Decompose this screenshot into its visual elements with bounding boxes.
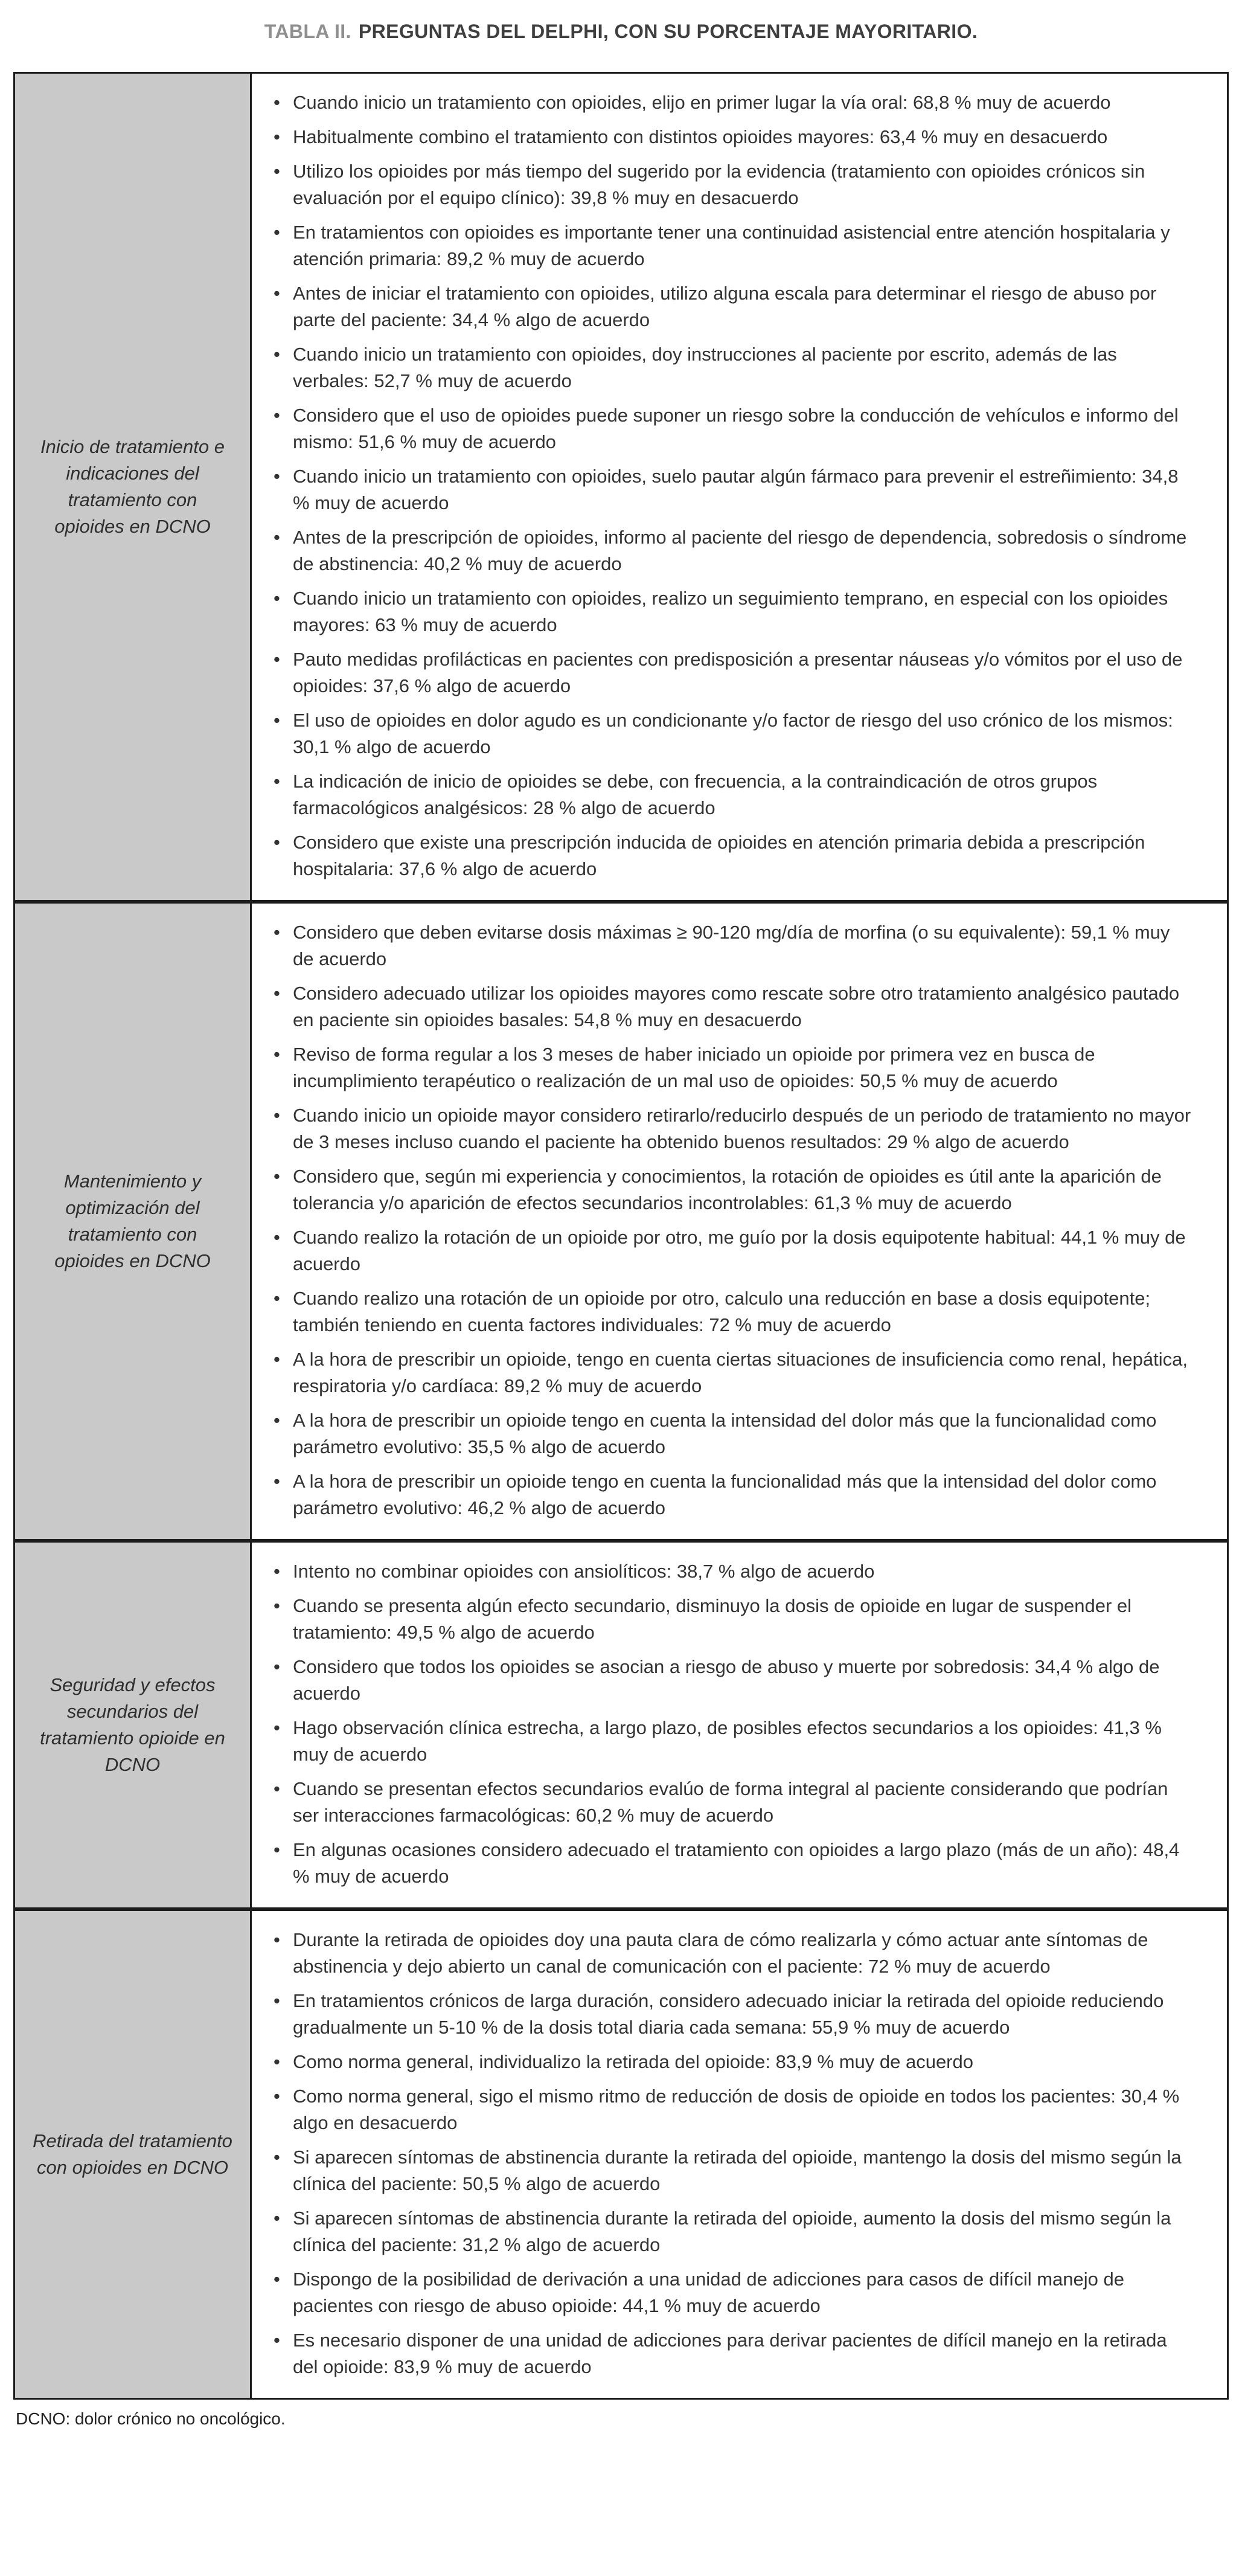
question-item: • Considero que deben evitarse dosis máximas ≥ 90-120 mg/día de morfina (o su equivalente): 59,1 % muy de acuerdo [269, 919, 1196, 972]
table-section-row [14, 902, 1228, 1541]
question-item: • Cuando inicio un tratamiento con opioides, suelo pautar algún fármaco para prevenir el estreñimiento: 34,8 % muy de acuerdo [269, 463, 1196, 516]
question-item: • Hago observación clínica estrecha, a largo plazo, de posibles efectos secundarios a los opioides: 41,3 % muy de acuerdo [269, 1715, 1196, 1768]
question-item: • Cuando realizo la rotación de un opioide por otro, me guío por la dosis equipotente habitual: 44,1 % muy de acuerdo [269, 1224, 1196, 1277]
category-label: Seguridad y efectos secundarios del tratamiento opioide en DCNO [40, 1674, 225, 1775]
question-item: • Considero que el uso de opioides puede suponer un riesgo sobre la conducción de vehículos e informo del mismo: 51,6 % muy de acuerdo [269, 402, 1196, 455]
question-item: • Cuando inicio un tratamiento con opioides, doy instrucciones al paciente por escrito, además de las verbales: 52,7 % muy de acuerdo [269, 341, 1196, 394]
question-item: • Cuando inicio un tratamiento con opioides, elijo en primer lugar la vía oral: 68,8 % muy de acuerdo [269, 89, 1196, 116]
question-item: • El uso de opioides en dolor agudo es un condicionante y/o factor de riesgo del uso crónico de los mismos: 30,1 % algo de acuerdo [269, 707, 1196, 760]
question-item: • Reviso de forma regular a los 3 meses de haber iniciado un opioide por primera vez en busca de incumplimiento terapéutico o realización de un mal uso de opioides: 50,5 % muy de acuerdo [269, 1041, 1196, 1094]
category-cell [14, 73, 251, 902]
question-item: • En tratamientos crónicos de larga duración, considero adecuado iniciar la retirada del opioide reduciendo gradualmente un 5-10 % de la dosis total diaria cada semana: 55,9 % muy de acuerdo [269, 1988, 1196, 2041]
delphi-table [13, 72, 1229, 2400]
table-section-row [14, 73, 1228, 902]
category-cell [14, 1909, 251, 2399]
category-cell [14, 1541, 251, 1909]
question-item: • Considero que existe una prescripción inducida de opioides en atención primaria debida a prescripción hospitalaria: 37,6 % algo de acuerdo [269, 829, 1196, 882]
footnote: DCNO: dolor crónico no oncológico. [16, 2409, 286, 2428]
question-item: • Cuando realizo una rotación de un opioide por otro, calculo una reducción en base a dosis equipotente; también teniendo en cuenta factores individuales: 72 % muy de acuerdo [269, 1285, 1196, 1338]
question-item: • La indicación de inicio de opioides se debe, con frecuencia, a la contraindicación de otros grupos farmacológicos analgésicos: 28 % algo de acuerdo [269, 768, 1196, 821]
question-item: • En algunas ocasiones considero adecuado el tratamiento con opioides a largo plazo (más de un año): 48,4 % muy de acuerdo [269, 1837, 1196, 1890]
question-item: • Cuando se presenta algún efecto secundario, disminuyo la dosis de opioide en lugar de suspender el tratamiento: 49,5 % algo de acuerdo [269, 1593, 1196, 1646]
table-title [13, 21, 1229, 43]
question-item: • Considero adecuado utilizar los opioides mayores como rescate sobre otro tratamiento analgésico pautado en paciente sin opioides basales: 54,8 % muy en desacuerdo [269, 980, 1196, 1033]
question-item: • En tratamientos con opioides es importante tener una continuidad asistencial entre atención hospitalaria y atención primaria: 89,2 % muy de acuerdo [269, 219, 1196, 272]
category-label: Mantenimiento y optimización del tratamiento con opioides en DCNO [54, 1171, 211, 1271]
question-item: • Durante la retirada de opioides doy una pauta clara de cómo realizarla y cómo actuar ante síntomas de abstinencia y dejo abierto un canal de comunicación con el paciente: 72 % muy de acuerdo [269, 1927, 1196, 1980]
question-list [269, 89, 1196, 882]
delphi-table-body [14, 73, 1228, 2399]
category-label: Retirada del tratamiento con opioides en DCNO [33, 2130, 232, 2178]
question-item: • Cuando se presentan efectos secundarios evalúo de forma integral al paciente considerando que podrían ser interacciones farmacológicas: 60,2 % muy de acuerdo [269, 1776, 1196, 1829]
question-item: • Antes de la prescripción de opioides, informo al paciente del riesgo de dependencia, sobredosis o síndrome de abstinencia: 40,2 % muy de acuerdo [269, 524, 1196, 577]
question-item: • A la hora de prescribir un opioide tengo en cuenta la intensidad del dolor más que la funcionalidad como parámetro evolutivo: 35,5 % algo de acuerdo [269, 1407, 1196, 1460]
category-cell [14, 902, 251, 1541]
question-item: • Intento no combinar opioides con ansiolíticos: 38,7 % algo de acuerdo [269, 1558, 1196, 1585]
question-item: • Es necesario disponer de una unidad de adicciones para derivar pacientes de difícil manejo en la retirada del opioide: 83,9 % muy de acuerdo [269, 2327, 1196, 2380]
table-section-row [14, 1909, 1228, 2399]
question-item: • Como norma general, individualizo la retirada del opioide: 83,9 % muy de acuerdo [269, 2049, 1196, 2075]
question-item: • Cuando inicio un tratamiento con opioides, realizo un seguimiento temprano, en especial con los opioides mayores: 63 % muy de acuerdo [269, 585, 1196, 638]
questions-cell [251, 73, 1228, 902]
questions-cell [251, 902, 1228, 1541]
question-item: • Habitualmente combino el tratamiento con distintos opioides mayores: 63,4 % muy en desacuerdo [269, 124, 1196, 150]
table-title-label: TABLA II. [264, 21, 351, 42]
question-list [269, 1558, 1196, 1890]
question-list [269, 1927, 1196, 2380]
question-item: • Como norma general, sigo el mismo ritmo de reducción de dosis de opioide en todos los pacientes: 30,4 % algo en desacuerdo [269, 2083, 1196, 2136]
question-item: • Pauto medidas profilácticas en pacientes con predisposición a presentar náuseas y/o vómitos por el uso de opioides: 37,6 % algo de acuerdo [269, 646, 1196, 699]
table-section-row [14, 1541, 1228, 1909]
question-item: • A la hora de prescribir un opioide tengo en cuenta la funcionalidad más que la intensidad del dolor como parámetro evolutivo: 46,2 % algo de acuerdo [269, 1468, 1196, 1521]
question-item: • Cuando inicio un opioide mayor considero retirarlo/reducirlo después de un periodo de tratamiento no mayor de 3 meses incluso cuando el paciente ha obtenido buenos resultados: 29 % algo de acuerdo [269, 1102, 1196, 1155]
table-title-text: PREGUNTAS DEL DELPHI, CON SU PORCENTAJE MAYORITARIO. [358, 21, 978, 42]
question-item: • Dispongo de la posibilidad de derivación a una unidad de adicciones para casos de difícil manejo de pacientes con riesgo de abuso opioide: 44,1 % muy de acuerdo [269, 2266, 1196, 2319]
question-item: • Considero que todos los opioides se asocian a riesgo de abuso y muerte por sobredosis: 34,4 % algo de acuerdo [269, 1654, 1196, 1707]
questions-cell [251, 1541, 1228, 1909]
question-list [269, 919, 1196, 1521]
question-item: • Si aparecen síntomas de abstinencia durante la retirada del opioide, mantengo la dosis del mismo según la clínica del paciente: 50,5 % algo de acuerdo [269, 2144, 1196, 2197]
question-item: • Antes de iniciar el tratamiento con opioides, utilizo alguna escala para determinar el riesgo de abuso por parte del paciente: 34,4 % algo de acuerdo [269, 280, 1196, 333]
question-item: • Utilizo los opioides por más tiempo del sugerido por la evidencia (tratamiento con opioides crónicos sin evaluación por el equipo clínico): 39,8 % muy en desacuerdo [269, 158, 1196, 211]
questions-cell [251, 1909, 1228, 2399]
category-label: Inicio de tratamiento e indicaciones del tratamiento con opioides en DCNO [40, 436, 225, 537]
question-item: • A la hora de prescribir un opioide, tengo en cuenta ciertas situaciones de insuficiencia como renal, hepática, respiratoria y/o cardíaca: 89,2 % muy de acuerdo [269, 1346, 1196, 1399]
question-item: • Considero que, según mi experiencia y conocimientos, la rotación de opioides es útil ante la aparición de tolerancia y/o aparición de efectos secundarios incontrolables: 61,3 % muy de acuerdo [269, 1163, 1196, 1216]
question-item: • Si aparecen síntomas de abstinencia durante la retirada del opioide, aumento la dosis del mismo según la clínica del paciente: 31,2 % algo de acuerdo [269, 2205, 1196, 2258]
